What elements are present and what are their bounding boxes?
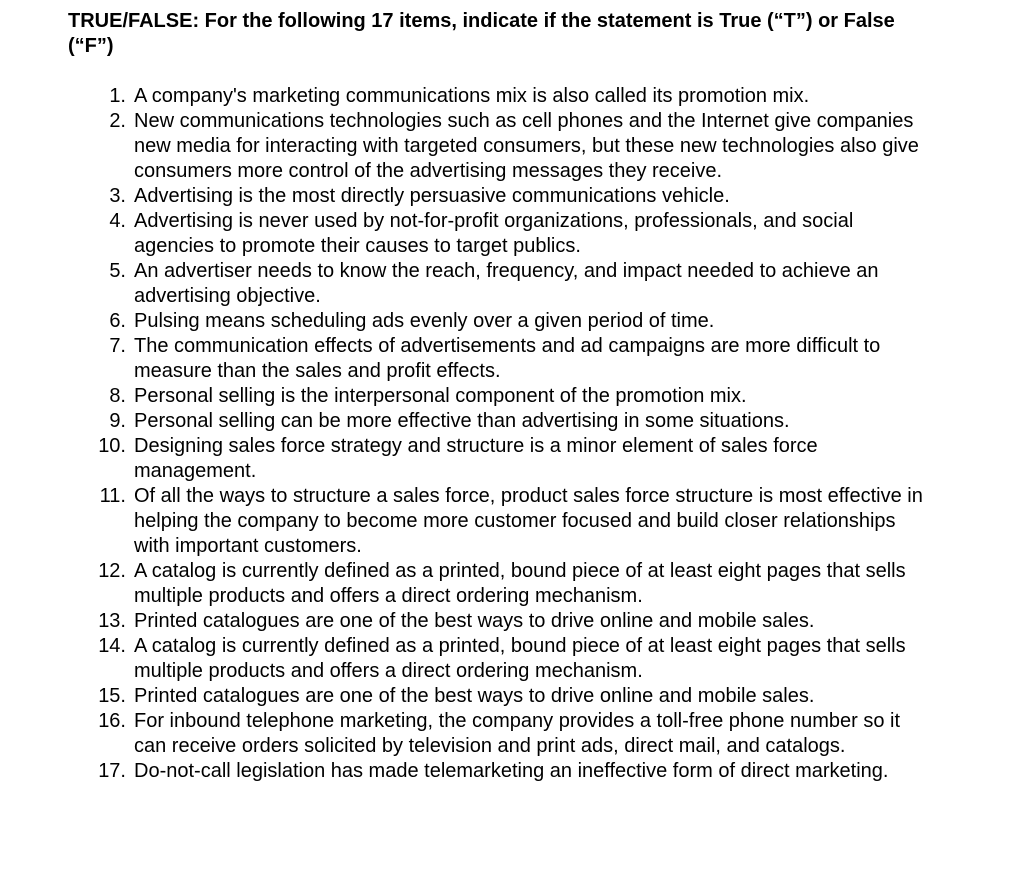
- question-item: [0, 109, 924, 184]
- question-number: 5.: [109, 260, 126, 282]
- question-text: Pulsing means scheduling ads evenly over a given period of time.: [134, 310, 715, 332]
- question-text: Printed catalogues are one of the best ways to drive online and mobile sales.: [134, 610, 815, 632]
- question-number: 17.: [98, 760, 126, 782]
- question-item: [0, 684, 924, 709]
- question-item: [0, 484, 924, 559]
- question-text: A catalog is currently defined as a printed, bound piece of at least eight pages that sells multiple products and offers a direct ordering mechanism.: [134, 560, 906, 607]
- question-text: Personal selling is the interpersonal component of the promotion mix.: [134, 385, 747, 407]
- question-item: [0, 709, 924, 759]
- question-item: [0, 84, 924, 109]
- question-item: [0, 384, 924, 409]
- question-item: [0, 409, 924, 434]
- question-text: An advertiser needs to know the reach, frequency, and impact needed to achieve an advertising objective.: [134, 260, 879, 307]
- question-list: [0, 84, 1024, 784]
- question-number: 14.: [98, 635, 126, 657]
- question-number: 2.: [109, 110, 126, 132]
- question-text: Advertising is the most directly persuasive communications vehicle.: [134, 185, 730, 207]
- question-number: 13.: [98, 610, 126, 632]
- question-number: 11.: [99, 485, 126, 507]
- question-number: 8.: [109, 385, 126, 407]
- question-number: 15.: [98, 685, 126, 707]
- question-item: [0, 634, 924, 684]
- question-text: Of all the ways to structure a sales force, product sales force structure is most effective in helping the company to become more customer focused and build closer relationships with important customers.: [134, 485, 923, 557]
- question-number: 6.: [109, 310, 126, 332]
- question-number: 3.: [109, 185, 126, 207]
- instructions-heading: TRUE/FALSE: For the following 17 items, indicate if the statement is True (“T”) or False (“F”): [68, 10, 895, 57]
- question-number: 9.: [109, 410, 126, 432]
- question-number: 4.: [109, 210, 126, 232]
- question-item: [0, 184, 924, 209]
- question-text: The communication effects of advertisements and ad campaigns are more difficult to measure than the sales and profit effects.: [134, 335, 881, 382]
- question-text: A catalog is currently defined as a printed, bound piece of at least eight pages that sells multiple products and offers a direct ordering mechanism.: [134, 635, 906, 682]
- question-number: 10.: [98, 435, 126, 457]
- question-text: A company's marketing communications mix is also called its promotion mix.: [134, 85, 810, 107]
- question-number: 12.: [98, 560, 126, 582]
- question-number: 1.: [109, 85, 126, 107]
- question-text: Printed catalogues are one of the best ways to drive online and mobile sales.: [134, 685, 815, 707]
- question-item: [0, 259, 924, 309]
- question-item: [0, 559, 924, 609]
- question-item: [0, 334, 924, 384]
- question-number: 7.: [109, 335, 126, 357]
- question-text: Advertising is never used by not-for-profit organizations, professionals, and social agencies to promote their causes to target publics.: [134, 210, 854, 257]
- question-item: [0, 309, 924, 334]
- question-number: 16.: [98, 710, 126, 732]
- question-item: [0, 209, 924, 259]
- question-text: Do-not-call legislation has made telemarketing an ineffective form of direct marketing.: [134, 760, 889, 782]
- question-item: [0, 759, 924, 784]
- question-text: Personal selling can be more effective than advertising in some situations.: [134, 410, 790, 432]
- question-text: For inbound telephone marketing, the company provides a toll-free phone number so it can receive orders solicited by television and print ads, direct mail, and catalogs.: [134, 710, 901, 757]
- question-text: Designing sales force strategy and structure is a minor element of sales force management.: [134, 435, 818, 482]
- question-item: [0, 609, 924, 634]
- question-item: [0, 434, 924, 484]
- question-text: New communications technologies such as cell phones and the Internet give companies new media for interacting with targeted consumers, but these new technologies also give consumers more control of the advertising messages they receive.: [134, 110, 919, 182]
